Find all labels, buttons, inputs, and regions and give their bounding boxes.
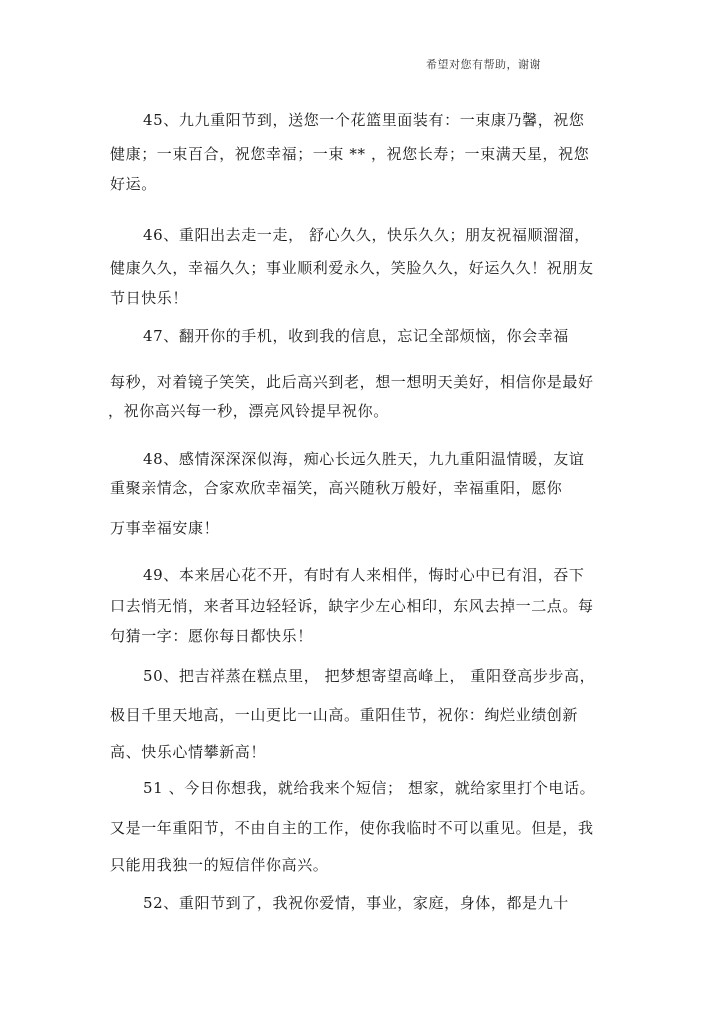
text-line: 句猜一字：愿你每日都快乐！ [110,627,313,645]
page-header-note: 希望对您有帮助，谢谢 [426,58,541,71]
text-line: 51 、今日你想我，就给我来个短信； 想家，就给家里打个电话。 [143,779,596,797]
text-line: 47、翻开你的手机，收到我的信息，忘记全部烦恼，你会幸福 [143,327,569,345]
text-line: 每秒，对着镜子笑笑，此后高兴到老，想一想明天美好，相信你是最好 [110,373,594,391]
text-line: 只能用我独一的短信伴你高兴。 [110,856,329,874]
text-line: 口去悄无悄，来者耳边轻轻诉，缺字少左心相印，东风去掉一二点。每 [110,597,594,615]
text-line: 健康；一束百合，祝您幸福；一束 ** ，祝您长寿；一束满天星，祝您 [110,145,590,163]
text-line: 49、本来居心花不开，有时有人来相伴，悔时心中已有泪，吞下 [143,566,585,584]
text-line: 好运。 [110,175,157,193]
text-line: 高、快乐心情攀新高！ [110,743,267,761]
text-line: 极目千里天地高，一山更比一山高。重阳佳节，祝你：绚烂业绩创新 [110,706,579,724]
text-line: 50、把吉祥蒸在糕点里， 把梦想寄望高峰上， 重阳登高步步高， [143,667,596,685]
text-line: 重聚亲情念，合家欢欣幸福笑，高兴随秋万般好，幸福重阳，愿你 [110,479,563,497]
text-line: 48、感情深深深似海，痴心长远久胜天，九九重阳温情暖，友谊 [143,450,585,468]
text-line: 又是一年重阳节，不由自主的工作，使你我临时不可以重见。但是，我 [110,819,594,837]
text-line: 节日快乐！ [110,289,189,307]
text-line: ，祝你高兴每一秒，漂亮风铃提早祝你。 [108,402,389,420]
text-line: 健康久久，幸福久久；事业顺利爱永久，笑脸久久，好运久久！祝朋友 [110,259,594,277]
text-line: 52、重阳节到了，我祝你爱情，事业，家庭，身体，都是九十 [143,894,569,912]
text-line: 46、重阳出去走一走， 舒心久久，快乐久久；朋友祝福顺溜溜， [143,226,590,244]
text-line: 45、九九重阳节到，送您一个花篮里面装有：一束康乃馨，祝您 [143,111,585,129]
text-line: 万事幸福安康！ [110,519,220,537]
